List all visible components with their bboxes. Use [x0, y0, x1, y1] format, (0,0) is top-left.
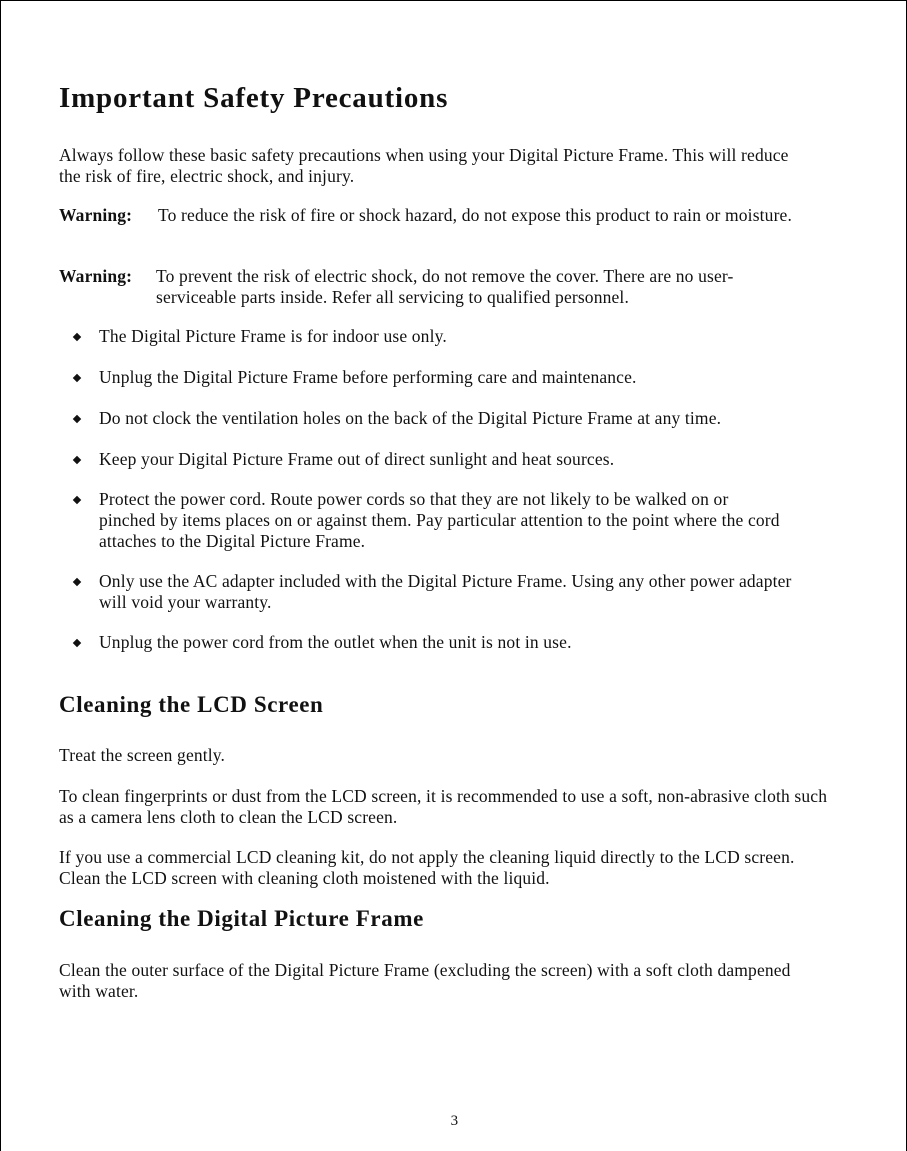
page-title: Important Safety Precautions [59, 82, 449, 114]
lcd-paragraph: Treat the screen gently. [59, 745, 226, 765]
bullet-item [79, 367, 839, 388]
bullet-text: The Digital Picture Frame is for indoor use only. [99, 326, 447, 346]
lcd-paragraph: If you use a commercial LCD cleaning kit, do not apply the cleaning liquid directly to the LCD screen. Clean the LCD screen with cleaning cloth moistened with the liquid. [59, 847, 795, 888]
bullet-item [79, 571, 839, 613]
warning-1 [59, 205, 839, 226]
page-number: 3 [450, 1113, 459, 1129]
warning-label: Warning: [59, 266, 133, 286]
lcd-section-heading: Cleaning the LCD Screen [59, 692, 324, 717]
warning-text: To reduce the risk of fire or shock hazard, do not expose this product to rain or moisture. [158, 205, 792, 225]
warning-2 [59, 266, 839, 308]
frame-section-heading: Cleaning the Digital Picture Frame [59, 906, 424, 931]
bullet-item [79, 449, 839, 470]
lcd-paragraph: To clean fingerprints or dust from the LCD screen, it is recommended to use a soft, non-abrasive cloth such as a camera lens cloth to clean the LCD screen. [59, 786, 828, 827]
bullet-text: Only use the AC adapter included with the Digital Picture Frame. Using any other power adapter will void your warranty. [99, 571, 792, 612]
bullet-text: Keep your Digital Picture Frame out of direct sunlight and heat sources. [99, 449, 615, 469]
intro-paragraph: Always follow these basic safety precautions when using your Digital Picture Frame. This will reduce the risk of fire, electric shock, and injury. [59, 145, 789, 186]
bullet-item [79, 632, 839, 653]
frame-paragraph: Clean the outer surface of the Digital Picture Frame (excluding the screen) with a soft cloth dampened with water. [59, 960, 791, 1001]
bullet-item [79, 326, 839, 347]
bullet-text: Unplug the power cord from the outlet when the unit is not in use. [99, 632, 572, 652]
bullet-text: Protect the power cord. Route power cords so that they are not likely to be walked on or pinched by items places on or against them. Pay particular attention to the point where the cord attaches to the Digital Picture Frame. [99, 489, 780, 551]
bullet-item [79, 489, 839, 552]
bullet-text: Unplug the Digital Picture Frame before performing care and maintenance. [99, 367, 637, 387]
warning-label: Warning: [59, 205, 133, 225]
bullet-item [79, 408, 839, 429]
bullet-text: Do not clock the ventilation holes on the back of the Digital Picture Frame at any time. [99, 408, 722, 428]
warning-text: To prevent the risk of electric shock, do not remove the cover. There are no user-serviceable parts inside. Refer all servicing to qualified personnel. [156, 266, 734, 307]
